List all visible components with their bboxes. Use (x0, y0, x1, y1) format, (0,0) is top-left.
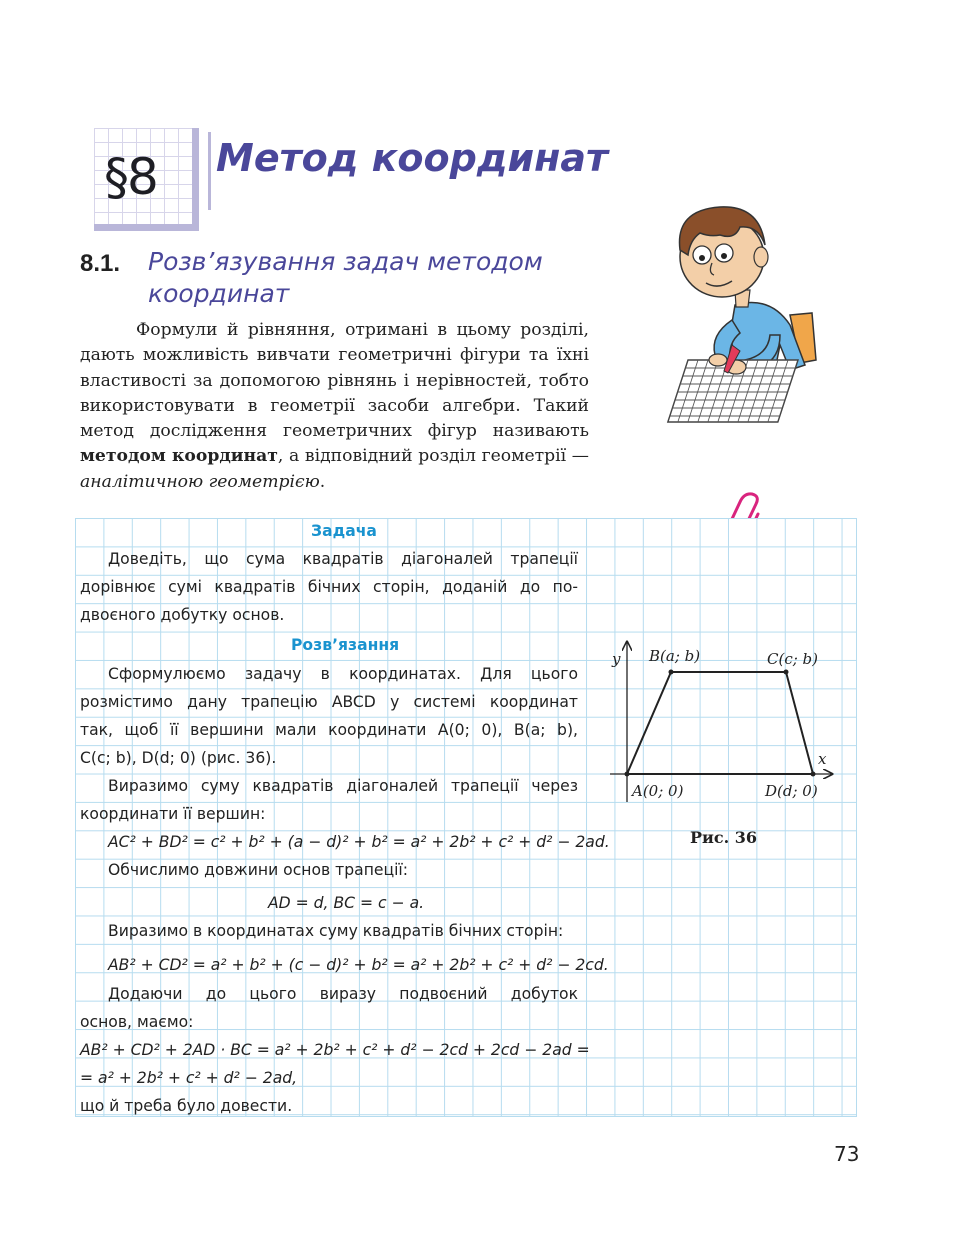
section-number: 8.1. (80, 250, 121, 277)
chapter-divider (208, 132, 211, 210)
trapezoid-abcd (627, 672, 813, 774)
label-b: B(a; b) (649, 647, 701, 665)
vertex-d (811, 772, 816, 777)
vertex-a (625, 772, 630, 777)
solution-line-4: C(c; b), D(d; 0) (рис. 36). (80, 749, 277, 767)
boy-illustration (640, 195, 840, 435)
problem-heading: Задача (311, 522, 377, 540)
label-d: D(d; 0) (765, 782, 818, 800)
label-c: C(c; b) (767, 650, 819, 668)
section-title: Розв’язування задач методом координат (148, 247, 543, 308)
solution-line-12: Додаючи до цього виразу подвоєний добуток (108, 985, 578, 1003)
solution-line-1: Сформулюємо задачу в координатах. Для цього (108, 665, 578, 683)
formula-result: = a² + 2b² + c² + d² − 2ad, (80, 1069, 298, 1087)
formula-bases: AD = d, BC = c − a. (268, 894, 425, 912)
vertex-b (669, 670, 674, 675)
chapter-number: §8 (104, 148, 157, 206)
y-axis-label: y (612, 650, 621, 668)
intro-paragraph: Формули й рівняння, отримані в цьому розділі, дають можливість вивчати геометричні фігури та їхні властивості за допомогою рівнянь і нерівностей, тобто використовувати в геометрії засоби алгебри. Такий метод дослідження геометричних фігур називають методом координат, а відповідний розділ геометрії — аналітичною геометрією. (80, 320, 589, 492)
trapezoid-figure (600, 630, 840, 820)
solution-line-8: Обчислимо довжини основ трапеції: (108, 861, 409, 879)
formula-sum: AB² + CD² + 2AD · BC = a² + 2b² + c² + d² − 2cd + 2cd − 2ad = (80, 1041, 590, 1059)
chapter-title: Метод координат (216, 136, 609, 180)
solution-line-13: основ, маємо: (80, 1013, 194, 1031)
label-a: A(0; 0) (632, 782, 684, 800)
solution-line-3: так, щоб її вершини мали координати A(0; 0), B(a; b), (80, 721, 578, 739)
formula-sides: AB² + CD² = a² + b² + (c − d)² + b² = a² + 2b² + c² + d² − 2cd. (108, 956, 609, 974)
problem-line-2: дорівнює сумі квадратів бічних сторін, доданій до по- (80, 578, 578, 596)
solution-conclusion: що й треба було довести. (80, 1097, 293, 1115)
solution-line-2: розмістимо дану трапецію ABCD у системі координат (80, 693, 578, 711)
problem-line-3: двоєного добутку основ. (80, 606, 285, 624)
page-number: 73 (834, 1142, 860, 1166)
solution-line-6: координати її вершин: (80, 805, 266, 823)
vertex-c (784, 670, 789, 675)
figure-caption: Рис. 36 (690, 828, 758, 847)
intro-bold-term: методом координат (80, 446, 278, 467)
x-axis-label: x (818, 750, 827, 768)
formula-diagonals: AC² + BD² = c² + b² + (a − d)² + b² = a² + 2b² + c² + d² − 2ad. (108, 833, 610, 851)
problem-line-1: Доведіть, що сума квадратів діагоналей трапеції (108, 550, 578, 568)
solution-line-5: Виразимо суму квадратів діагоналей трапеції через (108, 777, 578, 795)
solution-line-10: Виразимо в координатах суму квадратів бічних сторін: (108, 922, 564, 940)
solution-heading: Розв’язання (291, 636, 400, 654)
intro-italic-term: аналітичною геометрією (80, 471, 320, 492)
